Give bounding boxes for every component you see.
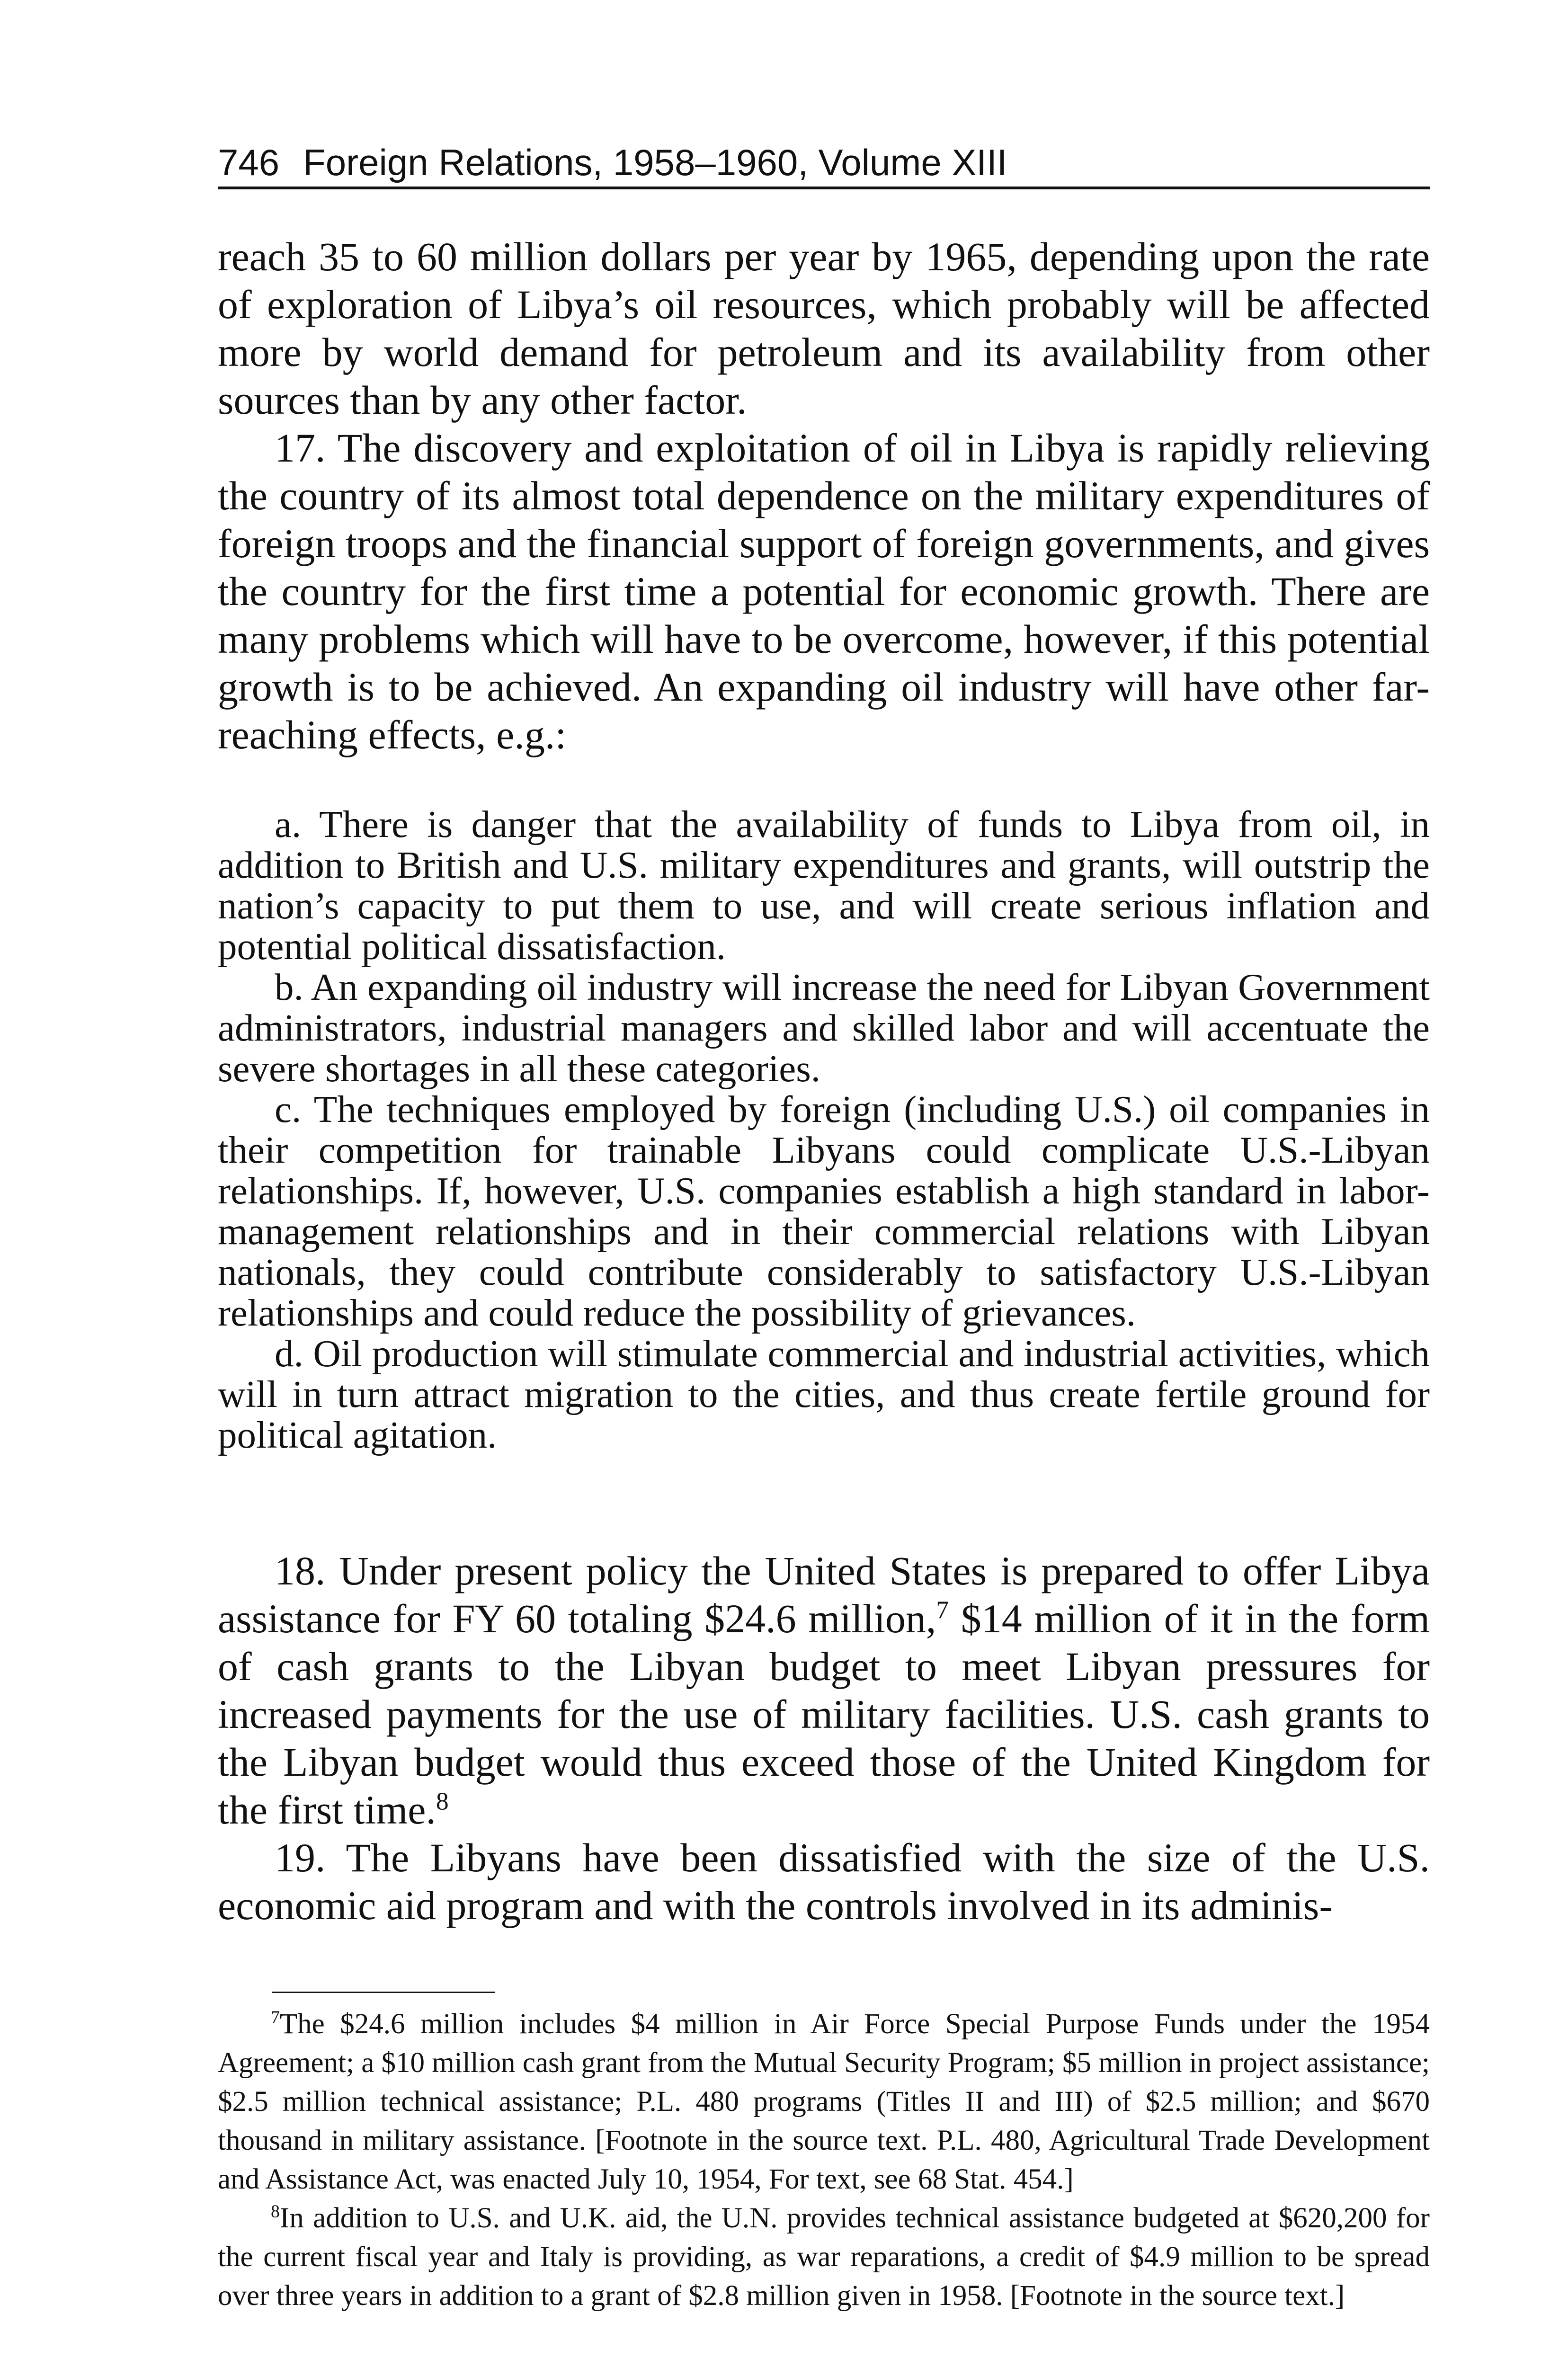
list-item-c: c. The techniques employed by foreign (including U.S.) oil companies in their competition for trainable Libyans could complicate U.S.-Libyan relationships. If, however, U.S. companies establish a high standard in labor-management relationships and in their commercial relations with Libyan nationals, they could contribute considerably to satisfactory U.S.-Libyan relationships and could reduce the possibility of grievances. [218,1088,1430,1334]
footnote-text: The $24.6 million includes $4 million in Air Force Special Purpose Funds under the 1954 Agreement; a $10 million cash grant from the Mutual Security Program; $5 million in project assistance; $2.5 million technical assistance; P.L. 480 programs (Titles II and III) of $2.5 million; and $670 thousand in military assistance. [Footnote in the source text. P.L. 480, Agricultural Trade Development and Assistance Act, was enacted July 10, 1954, For text, see 68 Stat. 454.] [218,2008,1430,2195]
list-item-a: a. There is danger that the availability of funds to Libya from oil, in addition to British and U.S. military expenditures and grants, will outstrip the nation’s capacity to put them to use, and will create serious inflation and potential political dissatisfaction. [218,803,1430,968]
footnote-ref-7[interactable]: 7 [936,1595,949,1624]
paragraph-18-text-2: $14 million of it in the form of cash grants to the Libyan budget to meet Libyan pressures for increased payments for the use of military facilities. U.S. cash grants to the Libyan budget would thus exceed those of the United Kingdom for the first time. [218,1596,1430,1833]
footnotes [218,2005,1430,2315]
effects-list [218,804,1430,1455]
footnote-7 [218,2005,1430,2199]
body-text-upper [218,233,1430,759]
footnote-text: In addition to U.S. and U.K. aid, the U.N. provides technical assistance budgeted at $620,200 for the current fiscal year and Italy is providing, as war reparations, a credit of $4.9 million to be spread over three years in addition to a grant of $2.8 million given in 1958. [Footnote in the source text.] [218,2202,1430,2312]
footnote-marker: 8 [271,2201,280,2222]
paragraph-19: 19. The Libyans have been dissatisfied with the size of the U.S. economic aid program and with the controls involved in its adminis- [218,1835,1430,1928]
footnote-ref-8[interactable]: 8 [436,1787,449,1815]
paragraph-continued: reach 35 to 60 million dollars per year by 1965, depending upon the rate of exploration of Libya’s oil resources, which probably will be affected more by world demand for petroleum and its availability from other sources than by any other factor. [218,234,1430,423]
footnote-divider [272,1992,495,1993]
list-item-b: b. An expanding oil industry will increase the need for Libyan Government administrators, industrial managers and skilled labor and will accentuate the severe shortages in all these categories. [218,966,1430,1090]
list-item-d: d. Oil production will stimulate commercial and industrial activities, which will in turn attract migration to the cities, and thus create fertile ground for political agitation. [218,1332,1430,1456]
paragraph-17: 17. The discovery and exploitation of oil in Libya is rapidly relieving the country of its almost total dependence on the military expenditures of foreign troops and the financial support of foreign governments, and gives the country for the first time a potential for economic growth. There are many problems which will have to be overcome, however, if this potential growth is to be achieved. An expanding oil industry will have other far-reaching effects, e.g.: [218,425,1430,757]
footnote-marker: 7 [271,2007,280,2028]
footnote-8 [218,2199,1430,2315]
body-text-lower [218,1547,1430,1930]
paragraph-18-text-1: 18. Under present policy the United States is prepared to offer Libya assistance for FY 60 totaling $24.6 million, [218,1548,1430,1641]
paragraph-18 [218,1547,1430,1834]
running-header [218,137,1430,189]
page-number: 746 [218,142,280,183]
book-title: Foreign Relations, 1958–1960, Volume XIII [303,142,1007,183]
